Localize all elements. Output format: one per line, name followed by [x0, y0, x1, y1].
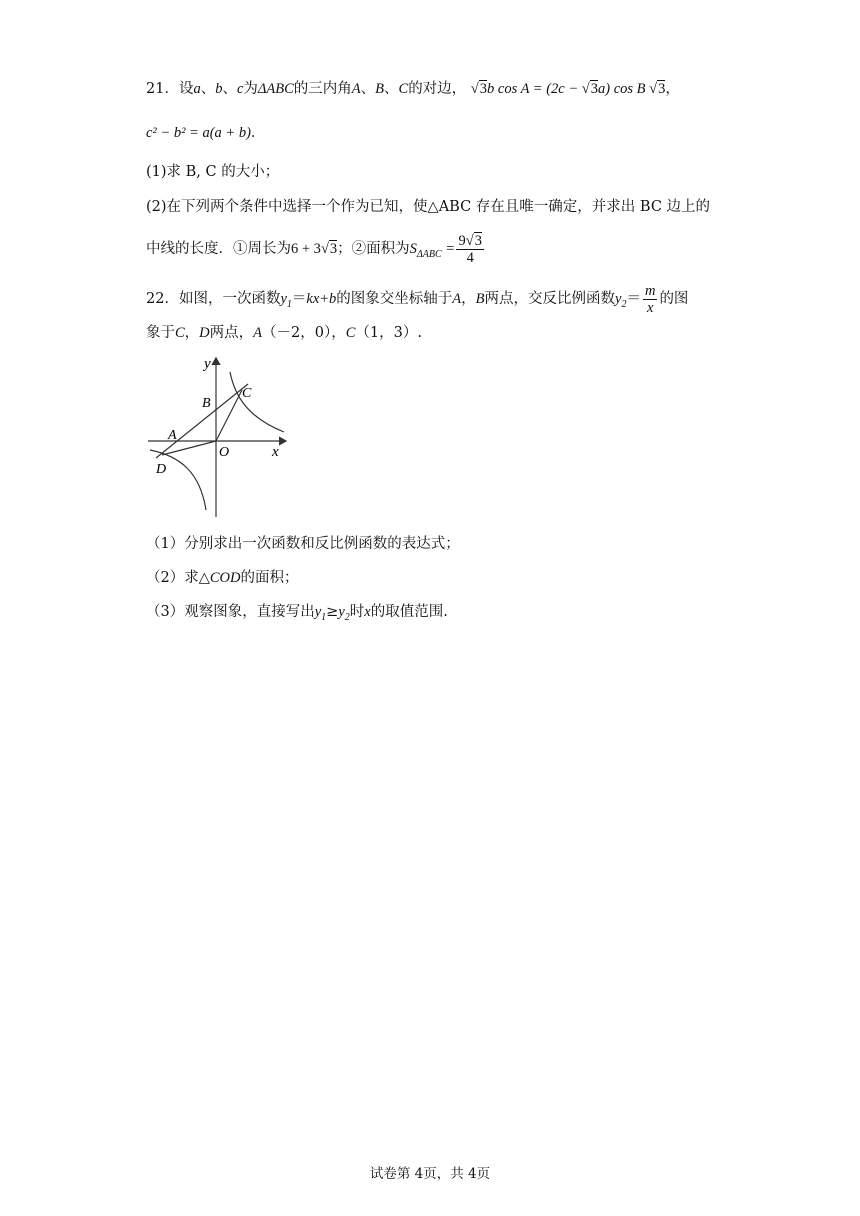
q22-text: （2）求△: [146, 570, 210, 586]
var-a: a: [193, 81, 201, 97]
label-c: C: [242, 386, 252, 401]
equation-1: √3b cos A = (2c − √3a) cos B √3: [470, 81, 666, 97]
triangle-cod: COD: [209, 570, 241, 586]
q21-line2: [146, 122, 265, 144]
label-a: A: [168, 428, 177, 443]
linear-expr: kx+b: [306, 291, 337, 307]
q22-text: （3）观察图象，直接写出: [146, 604, 315, 620]
eq1-part2: a) cos B: [597, 81, 646, 97]
q22-text: 的图: [659, 291, 689, 307]
subscript: 2: [344, 611, 350, 623]
q22-text: （1，3）.: [355, 325, 422, 341]
var-C: C: [398, 81, 409, 97]
hyperbola-branch-q1: [230, 372, 284, 432]
q22-sub2: [146, 567, 299, 589]
var-b: b: [215, 81, 223, 97]
q22-text: 的取值范围.: [370, 604, 448, 620]
var-y2: y: [615, 291, 622, 307]
q21-part2-line1: (2)在下列两个条件中选择一个作为已知，使△ABC 存在且唯一确定，并求出 BC 边上的: [146, 199, 711, 215]
q22-text: ＝: [626, 291, 641, 307]
var-y1: y: [314, 604, 322, 620]
var-B: B: [475, 291, 485, 307]
q22-sub1: （1）分别求出一次函数和反比例函数的表达式；: [146, 536, 460, 552]
q21-text: 设: [178, 81, 194, 97]
q22-text: ，: [461, 291, 476, 307]
label-b: B: [202, 396, 211, 411]
sqrt-3: 3: [590, 81, 598, 97]
q22-text: 时: [349, 604, 365, 620]
q22-text: ＝: [291, 291, 307, 307]
perimeter-part: 6 + 3: [291, 241, 321, 257]
q22-text: 如图，一次函数: [178, 291, 281, 307]
q22-text: 的面积；: [240, 570, 299, 586]
q22-text: （－2，0），: [262, 325, 346, 341]
var-x: x: [364, 604, 371, 620]
q21-text: 为: [243, 81, 258, 97]
var-y2: y: [338, 604, 345, 620]
var-y1: y: [280, 291, 287, 307]
subscript: 1: [321, 611, 327, 623]
var-C: C: [345, 325, 356, 341]
q21-text: ；②面积为: [337, 241, 410, 257]
q22-text: 两点，交反比例函数: [484, 291, 616, 307]
sep: ，: [665, 81, 680, 97]
q22-text: ，: [184, 325, 200, 341]
label-x: x: [272, 444, 279, 460]
subscript: 1: [286, 298, 292, 310]
sep: 、: [384, 81, 399, 97]
label-o: O: [219, 445, 230, 460]
function-graph: [144, 352, 294, 520]
var-A: A: [452, 291, 462, 307]
sep: ．: [250, 125, 266, 141]
q22-text: 两点，: [209, 325, 254, 341]
q22-text: 象于: [146, 325, 175, 341]
area-num: 9: [458, 232, 466, 249]
var-c: c: [236, 81, 244, 97]
var-D: D: [199, 325, 210, 341]
segment-oc: [216, 390, 242, 441]
page-footer: 试卷第 4页，共 4页: [369, 1166, 491, 1182]
var-C: C: [175, 325, 185, 341]
q22-text: 的图象交坐标轴于: [336, 291, 453, 307]
var-A: A: [351, 81, 361, 97]
inverse-fraction: [643, 283, 657, 316]
area-den: 4: [466, 249, 474, 266]
eq1-part1: b cos A = (2c −: [487, 81, 582, 97]
area-subscript: ΔABC: [416, 248, 442, 260]
equation-2: c² − b² = a(a + b): [146, 125, 251, 141]
q22-line1: [146, 282, 688, 316]
q21-line1: [146, 78, 680, 100]
equals: =: [446, 241, 455, 257]
q21-text: 的对边，: [408, 81, 467, 97]
sqrt-3: 3: [658, 81, 666, 97]
sep: 、: [200, 81, 216, 97]
perimeter-value: 6 + 3√3: [291, 241, 338, 257]
sqrt-3: 3: [479, 81, 488, 97]
sqrt-3: 3: [329, 241, 338, 257]
sep: 、: [222, 81, 237, 97]
q21-number: 21．: [146, 81, 179, 97]
label-y: y: [204, 356, 211, 372]
q22-sub3: [146, 601, 448, 623]
q21-text: 中线的长度．①周长为: [146, 241, 291, 257]
q21-part2-line2: [146, 232, 486, 266]
var-B: B: [375, 81, 385, 97]
label-d: D: [156, 462, 167, 477]
area-fraction: $\frac{9√3}{4}$: [458, 232, 482, 266]
sep: 、: [360, 81, 376, 97]
q21-text: 的三内角: [293, 81, 352, 97]
var-A: A: [253, 325, 263, 341]
sqrt-3: 3: [474, 232, 482, 249]
area-symbol: S: [409, 241, 417, 257]
subscript: 2: [621, 298, 627, 310]
q21-part1: (1)求 B, C 的大小；: [146, 164, 280, 180]
frac-den: x: [646, 299, 654, 316]
q22-line2: [146, 322, 422, 344]
q22-number: 22．: [146, 291, 179, 307]
hyperbola-branch-q3: [150, 450, 206, 510]
frac-num: m: [644, 282, 656, 299]
ge-sign: ≥: [326, 604, 339, 620]
triangle-abc: ΔABC: [257, 81, 294, 97]
segment-od: [162, 441, 216, 455]
